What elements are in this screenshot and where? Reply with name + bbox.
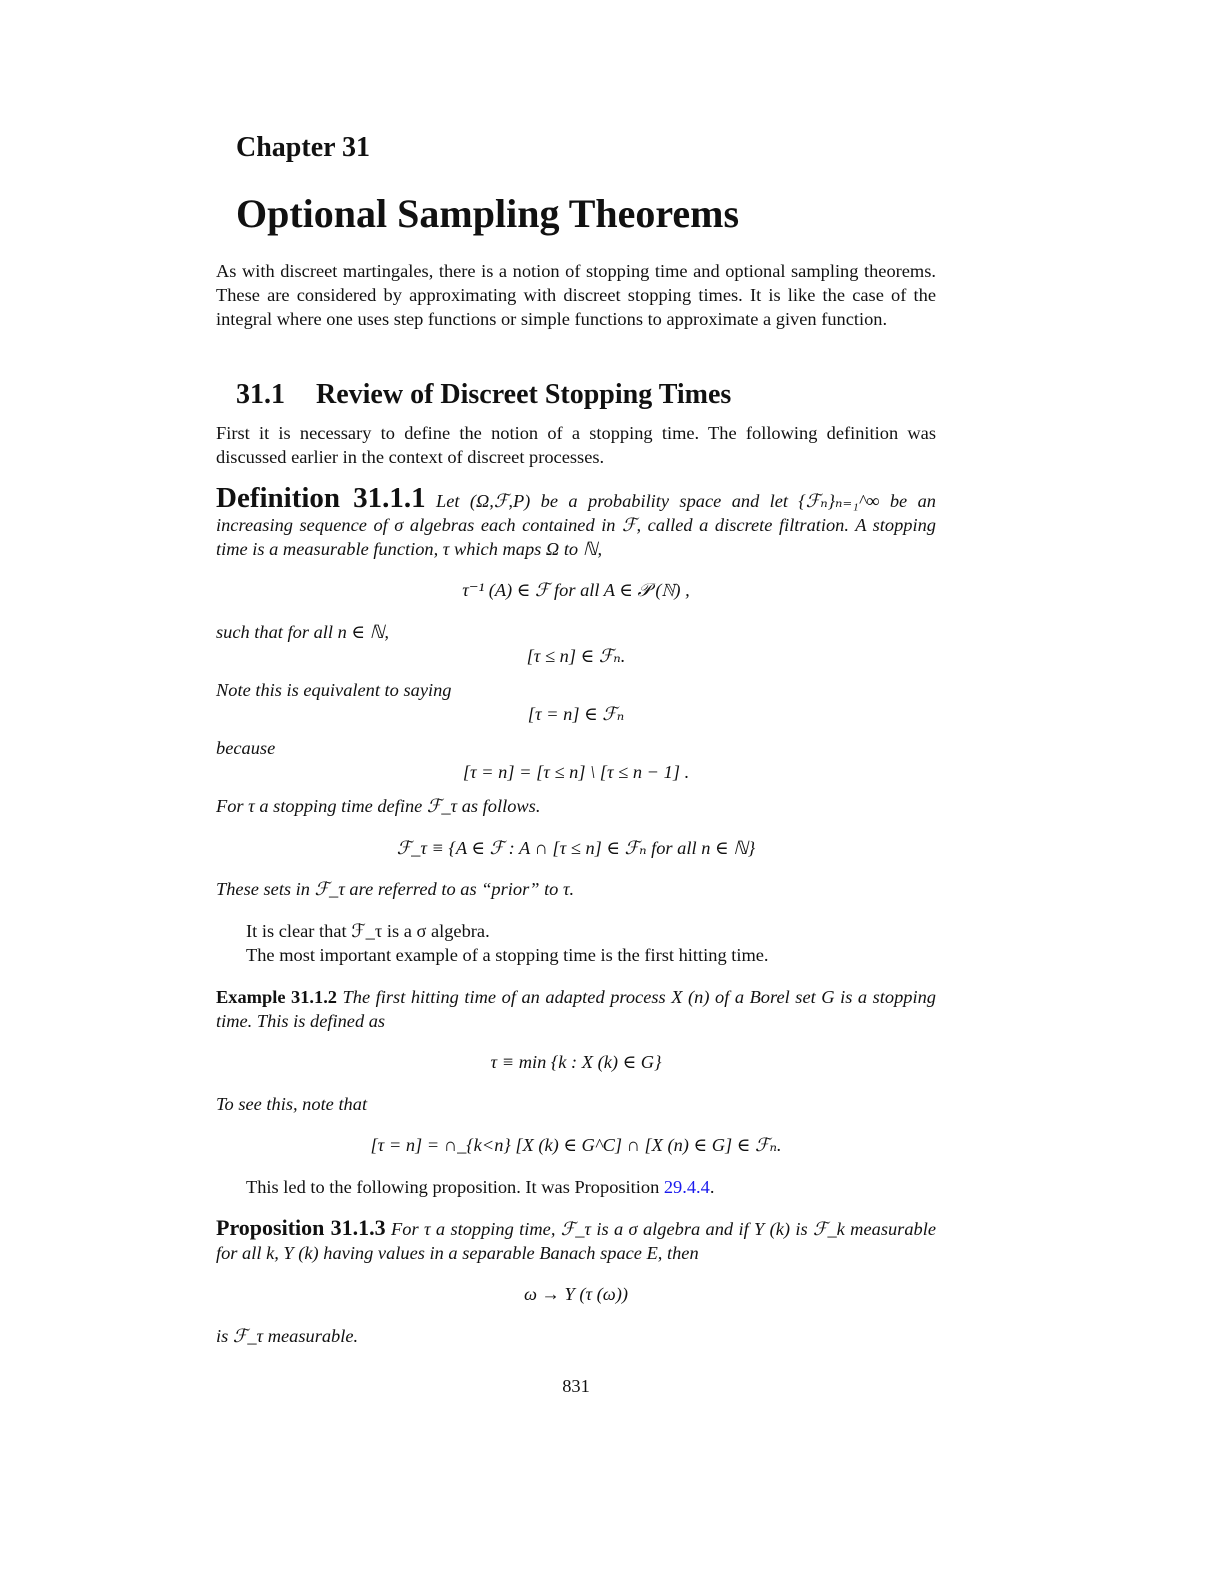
proposition-reference-link[interactable]: 29.4.4	[663, 1177, 710, 1197]
equation-tau-eq-n: [τ = n] ∈ ℱₙ	[527, 704, 625, 724]
lead-proposition-text: This led to the following proposition. It was Proposition	[246, 1177, 664, 1197]
definition-text-4: because	[216, 738, 276, 758]
section-heading	[236, 379, 731, 411]
intro-paragraph: As with discreet martingales, there is a notion of stopping time and optional sampling theorems. These are considered by approximating with discreet stopping times. It is like the case of the integral where one uses step functions or simple functions to approximate a given function.	[216, 261, 936, 329]
definition-text-2: such that for all n ∈ ℕ,	[216, 622, 389, 642]
proposition-label: Proposition 31.1.3	[216, 1215, 386, 1240]
lead-proposition-line	[216, 1175, 966, 1199]
proposition-text-2: is ℱ_τ measurable.	[216, 1326, 359, 1346]
equation-hitting-time: τ ≡ min {k : X (k) ∈ G}	[490, 1052, 662, 1072]
example-text-2: To see this, note that	[216, 1094, 368, 1114]
page-number: 831	[562, 1376, 590, 1396]
definition-label: Definition 31.1.1	[216, 482, 426, 514]
equation-hitting-set: [τ = n] = ∩_{k<n} [X (k) ∈ G^C] ∩ [X (n) ∈ G] ∈ ℱₙ.	[370, 1135, 782, 1155]
definition-text-3: Note this is equivalent to saying	[216, 680, 452, 700]
example-text: The first hitting time of an adapted process X (n) of a Borel set G is a stopping time. This is defined as	[216, 987, 936, 1031]
chapter-label: Chapter 31	[236, 132, 371, 163]
lead-proposition-end: .	[709, 1177, 715, 1197]
definition-text-5: For τ a stopping time define ℱ_τ as follows.	[216, 796, 541, 816]
definition-text: Let (Ω,ℱ,P) be a probability space and let {ℱₙ}ₙ₌₁^∞ be an increasing sequence of σ algebras each contained in ℱ, called a discrete filtration. A stopping time is a measurable function, τ which maps Ω to ℕ,	[216, 491, 936, 559]
proposition-text: For τ a stopping time, ℱ_τ is a σ algebra and if Y (k) is ℱ_k measurable for all k, Y (k) having values in a separable Banach space E, then	[216, 1219, 936, 1263]
after-definition-line-1: It is clear that ℱ_τ is a σ algebra.	[246, 921, 490, 941]
chapter-title: Optional Sampling Theorems	[236, 191, 740, 236]
equation-preimage: τ⁻¹ (A) ∈ ℱ for all A ∈ 𝒫 (ℕ) ,	[462, 580, 690, 600]
example-body	[216, 985, 936, 1033]
equation-f-tau: ℱ_τ ≡ {A ∈ ℱ : A ∩ [τ ≤ n] ∈ ℱₙ for all n ∈ ℕ}	[396, 838, 756, 858]
definition-body	[216, 482, 936, 561]
proposition-body	[216, 1216, 936, 1265]
after-definition-line-2: The most important example of a stopping time is the first hitting time.	[246, 945, 769, 965]
example-label: Example 31.1.2	[216, 987, 337, 1007]
section-number: 31.1	[236, 379, 285, 410]
definition-text-6: These sets in ℱ_τ are referred to as “prior” to τ.	[216, 879, 575, 899]
section-title: Review of Discreet Stopping Times	[316, 379, 732, 410]
equation-composition: ω → Y (τ (ω))	[523, 1284, 629, 1304]
equation-difference: [τ = n] = [τ ≤ n] \ [τ ≤ n − 1] .	[462, 762, 690, 782]
section-intro: First it is necessary to define the notion of a stopping time. The following definition was discussed earlier in the context of discreet processes.	[216, 423, 936, 467]
equation-tau-le-n: [τ ≤ n] ∈ ℱₙ.	[526, 646, 626, 666]
